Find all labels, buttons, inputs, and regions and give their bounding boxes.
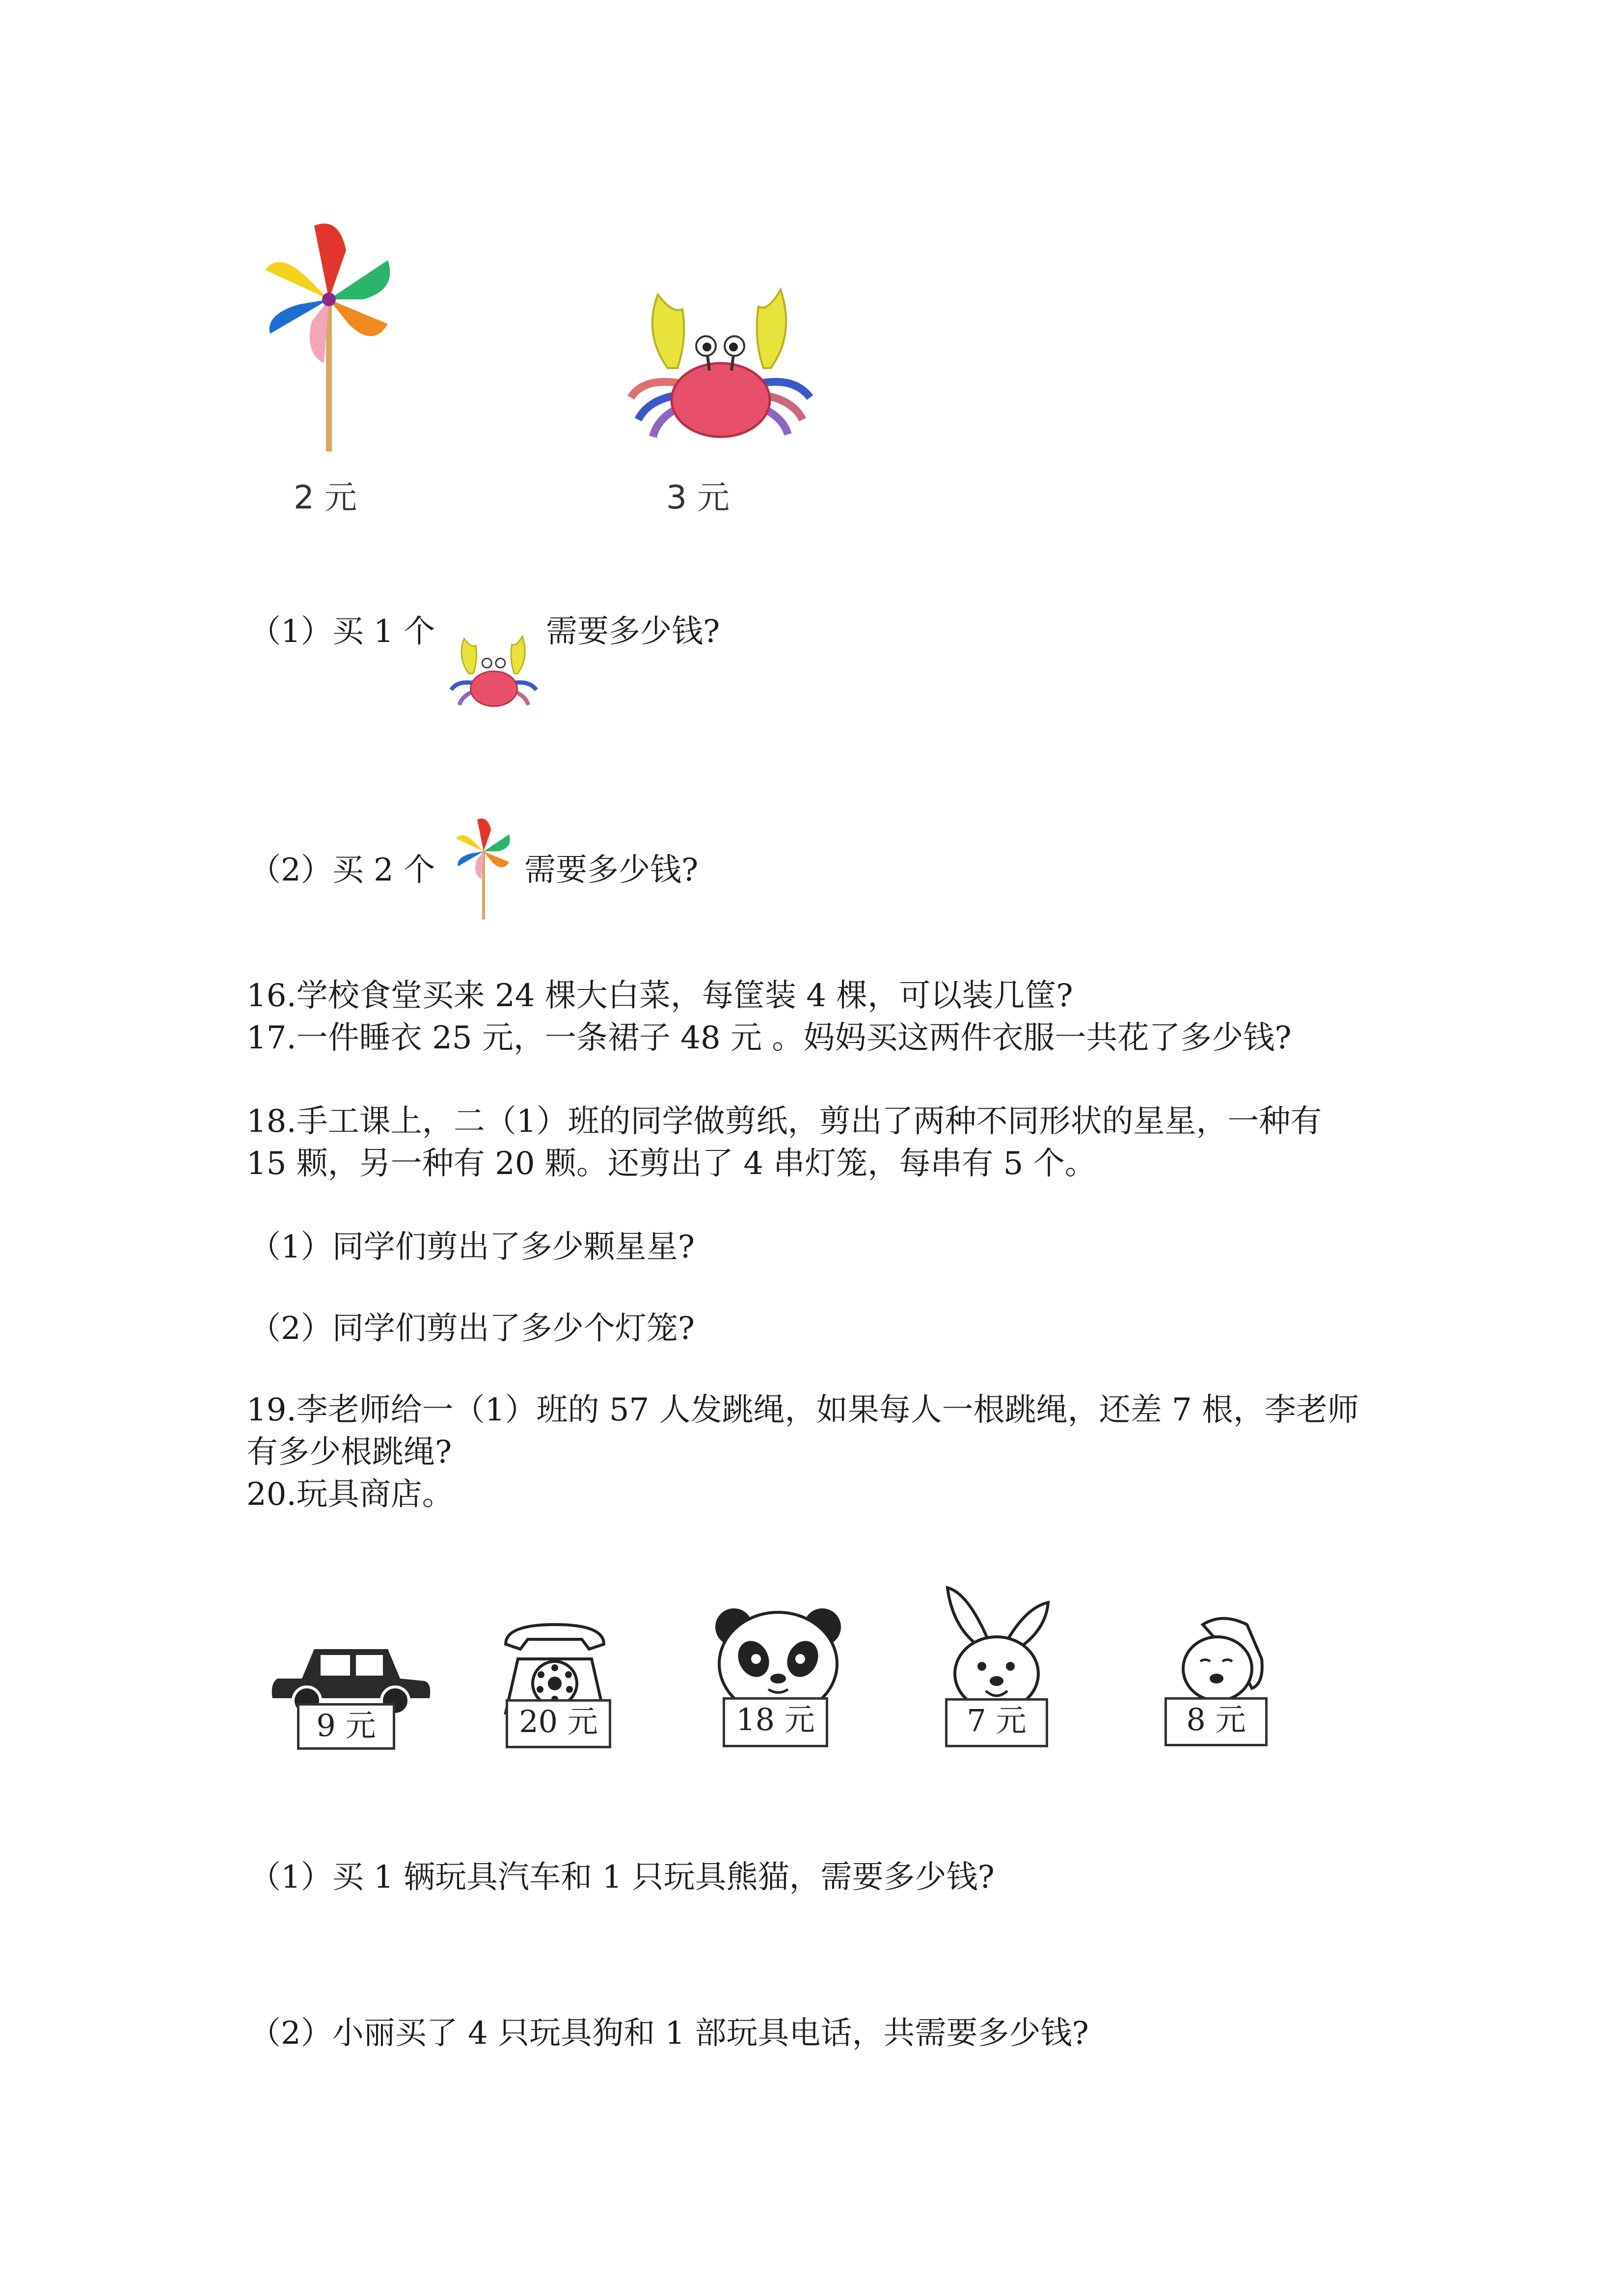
telephone-price-tag: 20 元 (506, 1699, 611, 1748)
rabbit-price-tag: 7 元 (945, 1698, 1048, 1747)
q17-text: 17.一件睡衣 25 元，一条裙子 48 元 。妈妈买这两件衣服一共花了多少钱? (246, 1020, 1292, 1056)
q15-part2-before: （2）买 2 个 (249, 852, 435, 888)
q15-part1-before: （1）买 1 个 (249, 614, 435, 650)
dog-price-tag: 8 元 (1164, 1697, 1268, 1746)
q19-line2: 有多少根跳绳? (246, 1434, 452, 1470)
dog-icon (1173, 1610, 1272, 1708)
pinwheel-price: 2 元 (294, 479, 357, 516)
crab-small-icon (448, 633, 541, 712)
q19-line1: 19.李老师给一（1）班的 57 人发跳绳，如果每人一根跳绳，还差 7 根，李老师 (246, 1392, 1359, 1428)
panda-price-tag: 18 元 (723, 1697, 828, 1747)
q15-part1-after: 需要多少钱? (546, 614, 720, 650)
q20-part1: （1）买 1 辆玩具汽车和 1 只玩具熊猫，需要多少钱? (249, 1859, 995, 1896)
q20-part2: （2）小丽买了 4 只玩具狗和 1 部玩具电话，共需要多少钱? (249, 2015, 1089, 2052)
q16-text: 16.学校食堂买来 24 棵大白菜，每筐装 4 棵，可以装几筐? (246, 978, 1073, 1014)
q18-line1: 18.手工课上，二（1）班的同学做剪纸，剪出了两种不同形状的星星，一种有 (246, 1103, 1322, 1140)
crab-price: 3 元 (666, 479, 730, 516)
crab-icon (623, 285, 820, 447)
car-price-tag: 9 元 (297, 1703, 395, 1750)
q18-part2: （2）同学们剪出了多少个灯笼? (249, 1310, 695, 1347)
q20-title: 20.玩具商店。 (246, 1476, 454, 1513)
pinwheel-icon (255, 206, 403, 461)
pinwheel-small-icon (452, 810, 515, 923)
q15-part2-after: 需要多少钱? (524, 852, 699, 888)
q18-part1: （1）同学们剪出了多少颗星星? (249, 1229, 695, 1265)
q18-line2: 15 颗，另一种有 20 颗。还剪出了 4 串灯笼，每串有 5 个。 (246, 1146, 1096, 1182)
rabbit-icon (933, 1583, 1056, 1715)
